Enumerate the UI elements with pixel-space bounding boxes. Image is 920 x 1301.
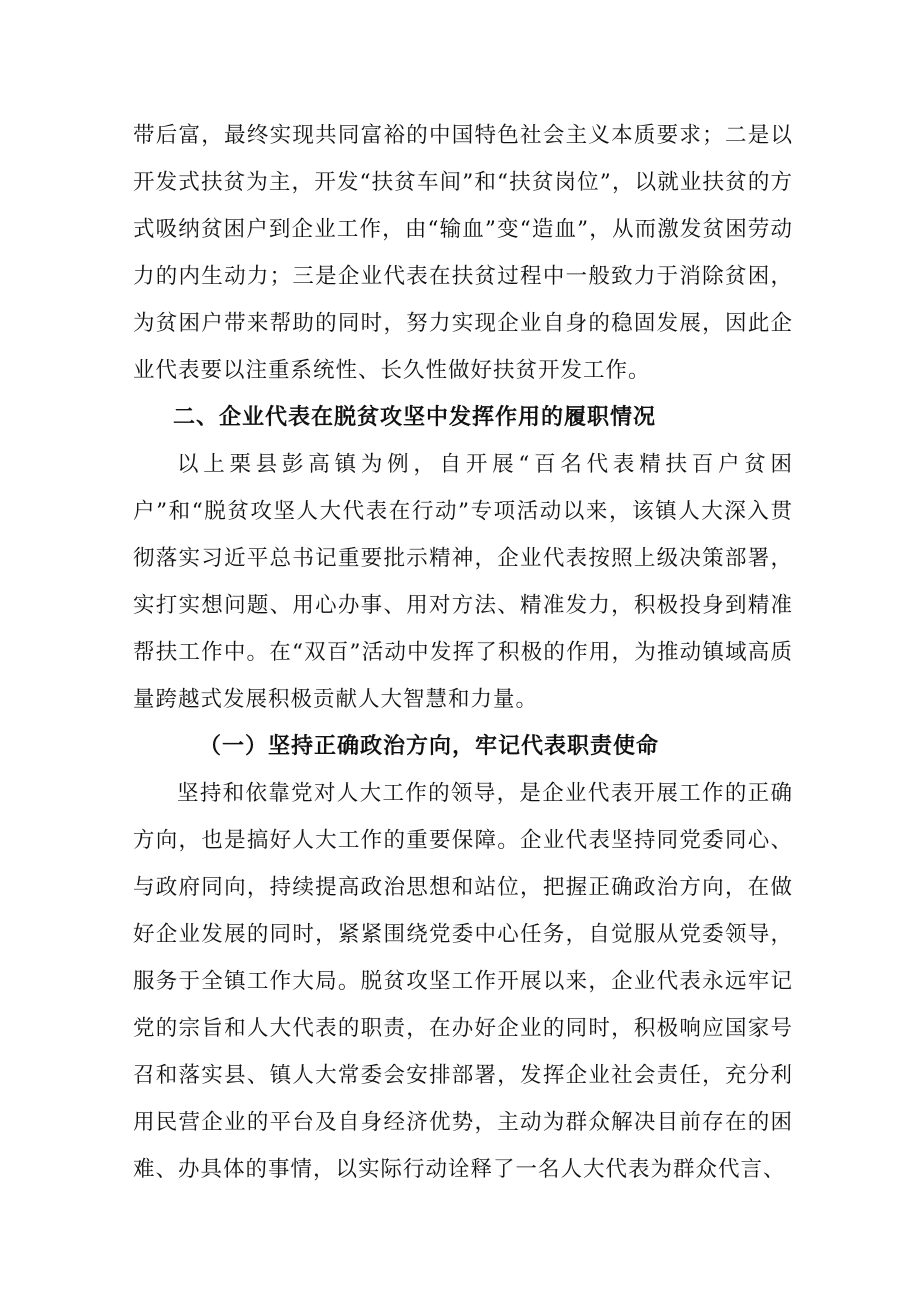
document-body xyxy=(133,112,793,1193)
paragraph-shangli-example: 以上栗县彭高镇为例，自开展“百名代表精扶百户贫困户”和“脱贫攻坚人大代表在行动”专项活动以来，该镇人大深入贯彻落实习近平总书记重要批示精神，企业代表按照上级决策部署，实打实想问题、用心办事、用对方法、精准发力，积极投身到精准帮扶工作中。在“双百”活动中发挥了积极的作用，为推动镇域高质量跨越式发展积极贡献人大智慧和力量。 xyxy=(133,452,793,712)
section-heading-2: 二、企业代表在脱贫攻坚中发挥作用的履职情况 xyxy=(173,404,657,430)
paragraph-continuation: 带后富，最终实现共同富裕的中国特色社会主义本质要求；二是以开发式扶贫为主，开发“扶贫车间”和“扶贫岗位”，以就业扶贫的方式吸纳贫困户到企业工作，由“输血”变“造血”，从而激发贫困劳动力的内生动力；三是企业代表在扶贫过程中一般致力于消除贫困，为贫困户带来帮助的同时，努力实现企业自身的稳固发展，因此企业代表要以注重系统性、长久性做好扶贫开发工作。 xyxy=(133,123,793,383)
paragraph-political-direction: 坚持和依靠党对人大工作的领导，是企业代表开展工作的正确方向，也是搞好人大工作的重要保障。企业代表坚持同党委同心、与政府同向，持续提高政治思想和站位，把握正确政治方向，在做好企业发展的同时，紧紧围绕党委中心任务，自觉服从党委领导，服务于全镇工作大局。脱贫攻坚工作开展以来，企业代表永远牢记党的宗旨和人大代表的职责，在办好企业的同时，积极响应国家号召和落实县、镇人大常委会安排部署，发挥企业社会责任，充分利用民营企业的平台及自身经济优势，主动为群众解决目前存在的困难、办具体的事情，以实际行动诠释了一名人大代表为群众代言、 xyxy=(133,781,793,1182)
subsection-heading-1: （一）坚持正确政治方向，牢记代表职责使命 xyxy=(199,733,660,759)
